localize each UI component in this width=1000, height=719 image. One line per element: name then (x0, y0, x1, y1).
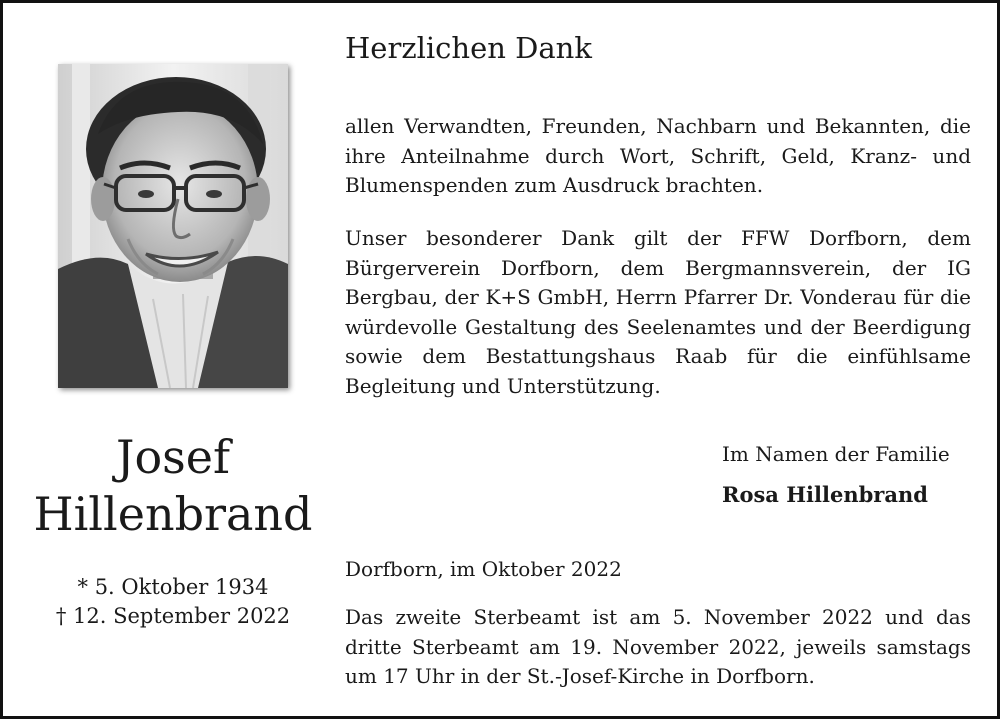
place-date: Dorfborn, im Oktober 2022 (345, 557, 622, 581)
deceased-first-name: Josef (116, 430, 230, 484)
life-dates (20, 573, 326, 631)
portrait-photo-icon (58, 64, 288, 388)
notice-title: Herzlichen Dank (345, 31, 592, 65)
thanks-paragraph: allen Verwandten, Freunden, Nachbarn und Bekannten, die ihre Anteilnahme durch Wort, Schrift, Geld, Kranz- und Blumenspenden zum Ausdruck brachten. (345, 114, 971, 197)
special-thanks-paragraph: Unser besonderer Dank gilt der FFW Dorfborn, dem Bürgerverein Dorfborn, dem Bergmannsverein, der IG Bergbau, der K+S GmbH, Herrn Pfarrer Dr. Vonderau für die würdevolle Gestaltung des Seelenamtes und der Beerdigung sowie dem Bestattungshaus Raab für die einfühlsame Begleitung und Unterstützung. (345, 226, 971, 398)
signer-name: Rosa Hillenbrand (722, 482, 928, 507)
memorial-mass-paragraph: Das zweite Sterbeamt ist am 5. November 2022 und das dritte Sterbeamt am 19. November 2022, jeweils samstags um 17 Uhr in der St.-Josef-Kirche in Dorfborn. (345, 605, 971, 688)
birth-date: * 5. Oktober 1934 (77, 575, 269, 599)
death-date: † 12. September 2022 (55, 604, 291, 628)
deceased-last-name: Hillenbrand (33, 487, 313, 541)
family-signoff: Im Namen der Familie (722, 442, 950, 466)
portrait-photo (58, 64, 288, 388)
